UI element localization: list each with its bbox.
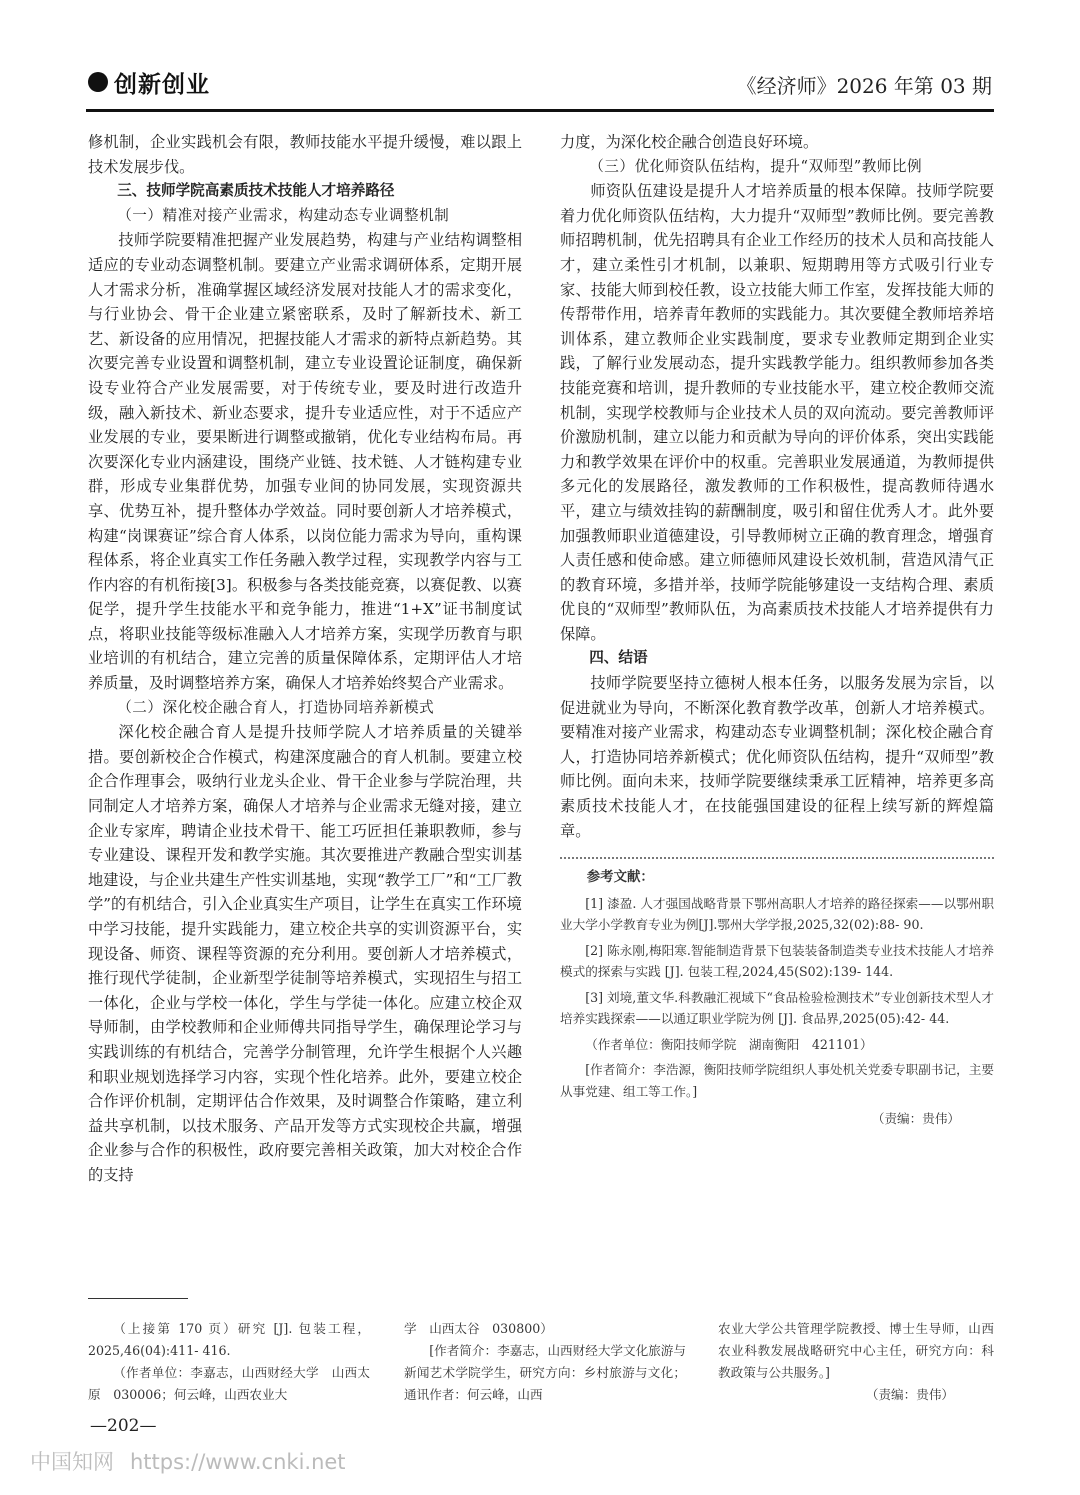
editor-note: （责编：贵伟） xyxy=(871,1111,960,1127)
footnote-text: [作者简介：李嘉志，山西财经大学文化旅游与新闻艺术学院学生，研究方向：乡村旅游与文化；通讯作者：何云峰，山西 xyxy=(404,1343,686,1402)
author-unit: （作者单位：衡阳技师学院 湖南衡阳 421101） xyxy=(585,1036,873,1052)
page-number: —202— xyxy=(90,1416,157,1436)
section-title: 创新创业 xyxy=(114,72,210,98)
references-title: 参考文献： xyxy=(586,870,654,886)
footnote-column-3 xyxy=(718,1318,994,1406)
journal-issue: 《经济师》2026 年第 03 期 xyxy=(736,74,992,98)
paragraph: 技师学院要坚持立德树人根本任务，以服务发展为宗旨，以促进就业为导向，不断深化教育教学改革，创新人才培养模式。要精准对接产业需求，构建动态专业调整机制；深化校企融合育人，打造协同培养新模式；优化师资队伍结构，提升“双师型”教师比例。面向未来，技师学院要继续秉承工匠精神，培养更多高素质技术技能人才，在技能强国建设的征程上续写新的辉煌篇章。 xyxy=(560,674,994,840)
watermark xyxy=(30,1446,346,1476)
paragraph: 修机制，企业实践机会有限，教师技能水平提升缓慢，难以跟上技术发展步伐。 xyxy=(88,133,522,176)
section-bullet-icon xyxy=(88,72,108,92)
author-bio: [作者简介：李浩源，衡阳技师学院组织人事处机关党委专职副书记，主要从事党建、组工等工作。] xyxy=(560,1062,994,1099)
section-heading: 三、技师学院高素质技术技能人才培养路径 xyxy=(117,182,395,200)
divider xyxy=(560,849,994,859)
references xyxy=(560,867,994,1130)
footnote-column-2 xyxy=(404,1318,686,1406)
reference-item: [1] 漆盈. 人才强国战略背景下鄂州高职人才培养的路径探索——以鄂州职业大学小学教育专业为例[J].鄂州大学学报,2025,32(02):88- 90. xyxy=(560,895,994,933)
watermark-brand: 中国知网 xyxy=(30,1450,114,1474)
editor-note: （责编：贵伟） xyxy=(865,1387,954,1402)
section-heading: 四、结语 xyxy=(589,649,648,667)
footnote-text: （作者单位：李嘉志，山西财经大学 山西太原 030006；何云峰，山西农业大 xyxy=(88,1365,370,1402)
paragraph: 力度，为深化校企融合创造良好环境。 xyxy=(560,133,819,151)
reference-item: [3] 刘境,董文华.科教融汇视域下“食品检验检测技术”专业创新技术型人才培养实践探索——以通辽职业学院为例 [J]. 食品界,2025(05):42- 44. xyxy=(560,989,994,1027)
footnote-rule xyxy=(88,1298,188,1299)
footnote-column-1 xyxy=(88,1318,370,1406)
subsection-heading: （三）优化师资队伍结构，提升“双师型”教师比例 xyxy=(589,157,923,175)
footnote-text: （上接第 170 页）研究 [J]. 包装工程，2025,46(04):411- 416. xyxy=(88,1321,370,1358)
footnote-text: 学 山西太谷 030800） xyxy=(404,1321,553,1336)
paragraph: 技师学院要精准把握产业发展趋势，构建与产业结构调整相适应的专业动态调整机制。要建立产业需求调研体系，定期开展人才需求分析，准确掌握区域经济发展对技能人才的需求变化，与行业协会、骨干企业建立紧密联系，及时了解新技术、新工艺、新设备的应用情况，把握技能人才需求的新特点新趋势。其次要完善专业设置和调整机制，建立专业设置论证制度，确保新设专业符合产业发展需要，对于传统专业，要及时进行改造升级，融入新技术、新业态要求，提升专业适应性，对于不适应产业发展的专业，要果断进行调整或撤销，优化专业结构布局。再次要深化专业内涵建设，围绕产业链、技术链、人才链构建专业群，形成专业集群优势，加强专业间的协同发展，实现资源共享、优势互补，提升整体办学效益。同时要创新人才培养模式，构建“岗课赛证”综合育人体系，以岗位能力需求为导向，重构课程体系，将企业真实工作任务融入教学过程，实现教学内容与工作内容的有机衔接[3]。积极参与各类技能竞赛，以赛促教、以赛促学，提升学生技能水平和竞争能力，推进“1+X”证书制度试点，将职业技能等级标准融入人才培养方案，实现学历教育与职业培训的有机结合，建立完善的质量保障体系，定期评估人才培养质量，及时调整培养方案，确保人才培养始终契合产业需求。 xyxy=(88,231,522,693)
subsection-heading: （一）精准对接产业需求，构建动态专业调整机制 xyxy=(117,206,450,224)
reference-item: [2] 陈永刚,梅阳寒.智能制造背景下包装装备制造类专业技术技能人才培养模式的探索与实践 [J]. 包装工程,2024,45(S02):139- 144. xyxy=(560,942,994,980)
right-column xyxy=(560,130,994,1130)
subsection-heading: （二）深化校企融合育人，打造协同培养新模式 xyxy=(117,698,435,716)
header-rule xyxy=(86,109,994,112)
left-column xyxy=(88,130,522,1188)
paragraph: 深化校企融合育人是提升技师学院人才培养质量的关键举措。要创新校企合作模式，构建深度融合的育人机制。要建立校企合作理事会，吸纳行业龙头企业、骨干企业参与学院治理，共同制定人才培养方案，确保人才培养与企业需求无缝对接，建立企业专家库，聘请企业技术骨干、能工巧匠担任兼职教师，参与专业建设、课程开发和教学实施。其次要推进产教融合型实训基地建设，与企业共建生产性实训基地，实现“教学工厂”和“工厂教学”的有机结合，引入企业真实生产项目，让学生在真实工作环境中学习技能，提升实践能力，建立校企共享的实训资源平台，实现设备、师资、课程等资源的充分利用。要创新人才培养模式，推行现代学徒制，企业新型学徒制等培养模式，实现招生与招工一体化，企业与学校一体化，学生与学徒一体化。应建立校企双导师制，由学校教师和企业师傅共同指导学生，确保理论学习与实践训练的有机结合，完善学分制管理，允许学生根据个人兴趣和职业规划选择学习内容，实现个性化培养。此外，要建立校企合作评价机制，定期评估合作效果，及时调整合作策略，建立利益共享机制，以技术服务、产品开发等方式实现校企共赢，增强企业参与合作的积极性，政府要完善相关政策，加大对校企合作的支持 xyxy=(88,723,522,1184)
footnote-text: 农业大学公共管理学院教授、博士生导师，山西农业科教发展战略研究中心主任，研究方向：科教政策与公共服务。] xyxy=(718,1321,994,1380)
watermark-url: https://www.cnki.net xyxy=(130,1450,346,1474)
paragraph: 师资队伍建设是提升人才培养质量的根本保障。技师学院要着力优化师资队伍结构，大力提升“双师型”教师比例。要完善教师招聘机制，优先招聘具有企业工作经历的技术人员和高技能人才，建立柔性引才机制，以兼职、短期聘用等方式吸引行业专家、技能大师到校任教，设立技能大师工作室，发挥技能大师的传帮带作用，培养青年教师的实践能力。其次要健全教师培养培训体系，建立教师企业实践制度，要求专业教师定期到企业实践，了解行业发展动态，提升实践教学能力。组织教师参加各类技能竞赛和培训，提升教师的专业技能水平，建立校企教师交流机制，实现学校教师与企业技术人员的双向流动。要完善教师评价激励机制，建立以能力和贡献为导向的评价体系，突出实践能力和教学效果在评价中的权重。完善职业发展通道，为教师提供多元化的发展路径，激发教师的工作积极性，提高教师待遇水平，建立与绩效挂钩的薪酬制度，吸引和留住优秀人才。此外要加强教师职业道德建设，引导教师树立正确的教育理念，增强育人责任感和使命感。建立师德师风建设长效机制，营造风清气正的教育环境，多措并举，技师学院能够建设一支结构合理、素质优良的“双师型”教师队伍，为高素质技术技能人才培养提供有力保障。 xyxy=(560,182,994,643)
